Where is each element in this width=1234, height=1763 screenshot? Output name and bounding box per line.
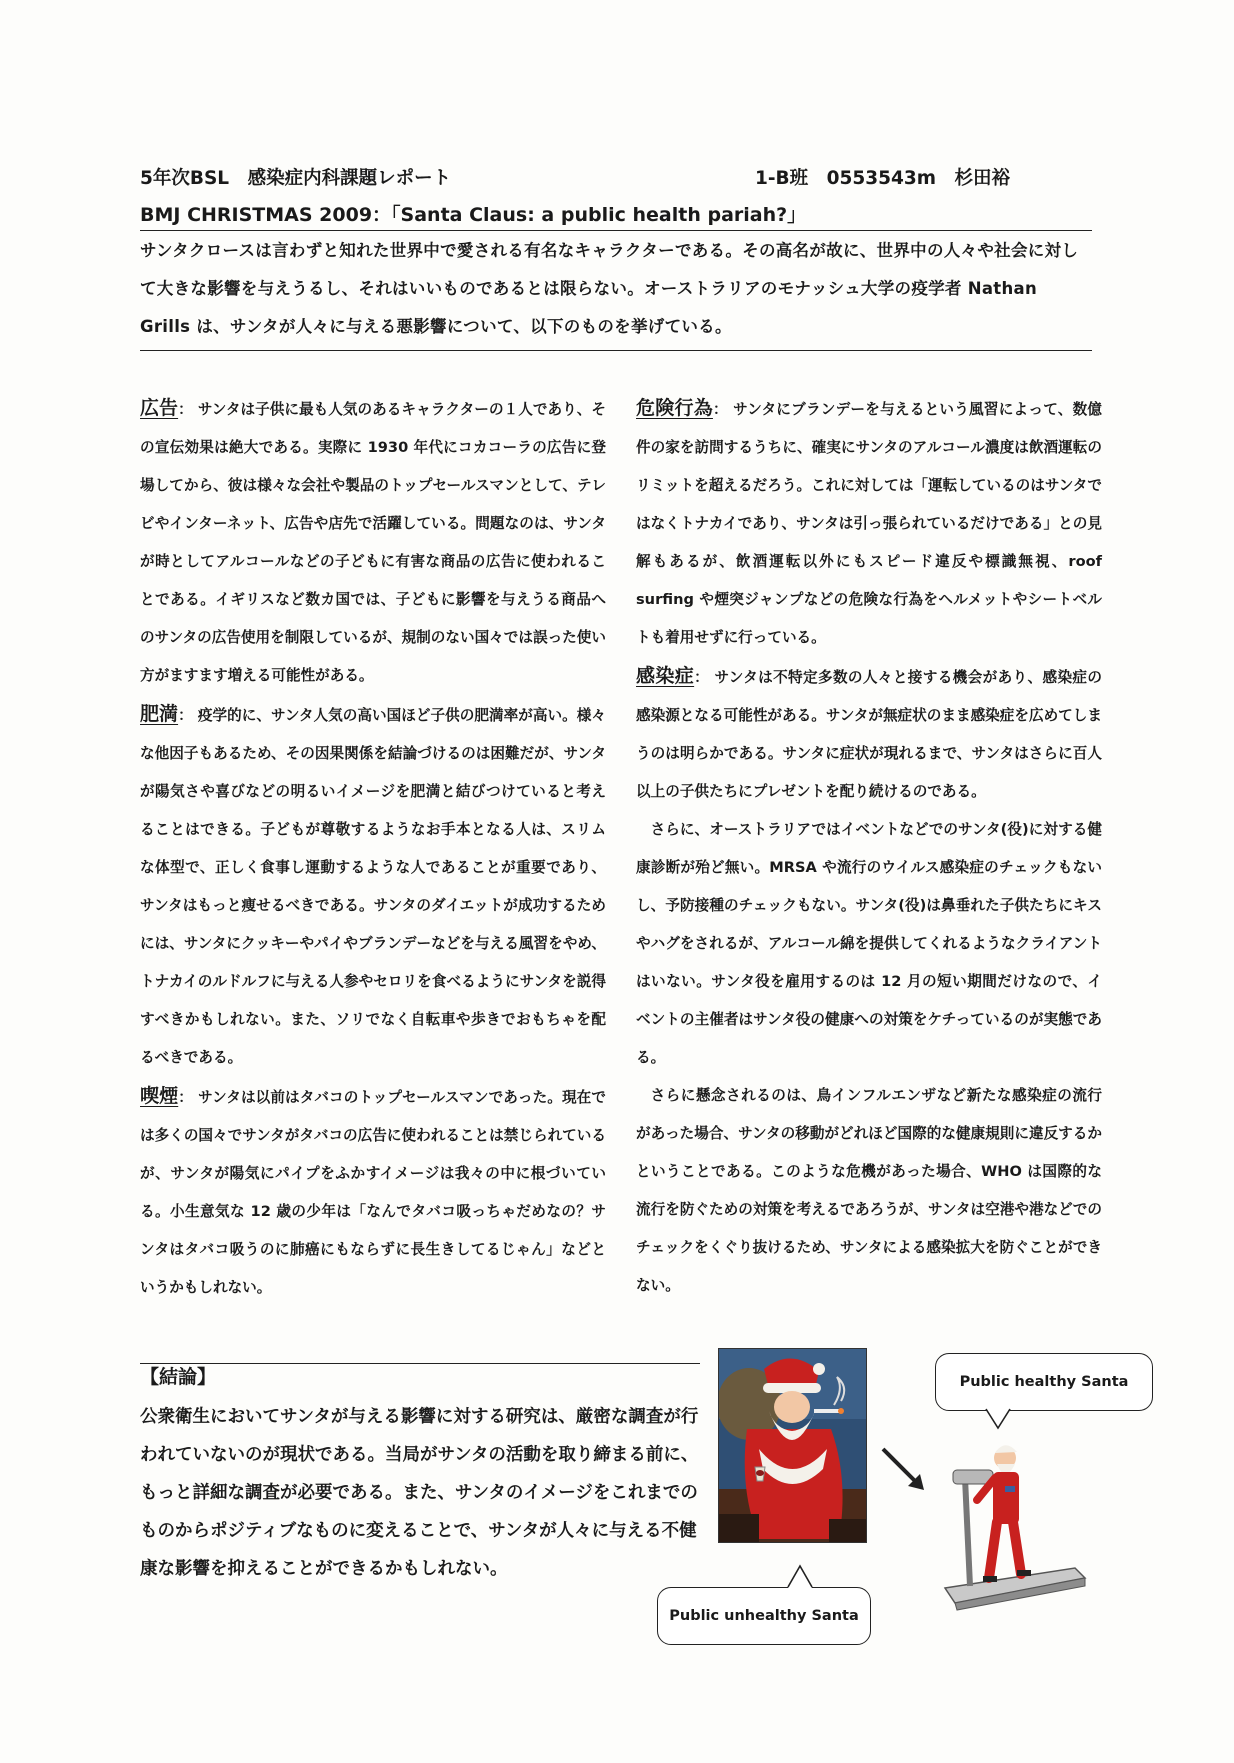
- course-title: 5年次BSL 感染症内科課題レポート: [140, 168, 452, 189]
- section-obesity: 肥満： 疫学的に、サンタ人気の高い国ほど子供の肥満率が高い。様々な他因子もあるため、その因果関係を結論づけるのは困難だが、サンタが陽気さや喜びなどの明るいイメージを肥満と結びつけていると考えることはできる。子どもが尊敬するようなお手本となる人は、スリムな体型で、正しく食事し運動するような人であることが重要であり、サンタはもっと痩せるべきである。サンタのダイエットが成功するためには、サンタにクッキーやパイやブランデーなどを与える風習をやめ、トナカイのルドルフに与える人参やセロリを食べるようにサンタを説得すべきかもしれない。また、ソリでなく自転車や歩きでおもちゃを配るべきである。: [140, 703, 606, 1066]
- obesity-text: 疫学的に、サンタ人気の高い国ほど子供の肥満率が高い。様々な他因子もあるため、その因果関係を結論づけるのは困難だが、サンタが陽気さや喜びなどの明るいイメージを肥満と結びつけていると考えることはできる。子どもが尊敬するようなお手本となる人は、スリムな体型で、正しく食事し運動するような人であることが重要であり、サンタはもっと痩せるべきである。サンタのダイエットが成功するためには、サンタにクッキーやパイやブランデーなどを与える風習をやめ、トナカイのルドルフに与える人参やセロリを食べるようにサンタを説得すべきかもしれない。また、ソリでなく自転車や歩きでおもちゃを配るべきである。: [140, 707, 606, 1066]
- bubble-tail-icon: [986, 1408, 1016, 1428]
- bubble-healthy-label: Public healthy Santa: [959, 1374, 1129, 1390]
- term-infection: 感染症: [636, 665, 695, 687]
- left-column: [140, 389, 606, 1307]
- term-risk: 危険行為: [636, 397, 713, 419]
- intro-paragraph: サンタクロースは言わずと知れた世界中で愛される有名なキャラクターである。その高名が故に、世界中の人々や社会に対して大きな影響を与えうるし、それはいいものであるとは限らない。オーストラリアのモナッシュ大学の疫学者 Nathan Grills は、サンタが人々に与える悪影響について、以下のものを挙げている。: [140, 241, 1079, 336]
- smoking-text: サンタは以前はタバコのトップセールスマンであった。現在では多くの国々でサンタがタバコの広告に使われることは禁じられているが、サンタが陽気にパイプをふかすイメージは我々の中に根づいている。小生意気な 12 歳の少年は「なんでタバコ吸っちゃだめなの？サンタはタバコ吸うのに肺癌にもならずに長生きしてるじゃん」などというかもしれない。: [140, 1089, 606, 1296]
- healthy-santa-treadmill-illustration: [925, 1438, 1100, 1618]
- term-obesity: 肥満: [140, 703, 179, 725]
- section-advertising: 広告： サンタは子供に最も人気のあるキャラクターの１人であり、その宣伝効果は絶大である。実際に 1930 年代にコカコーラの広告に登場してから、彼は様々な会社や製品のトップセールスマンとして、テレビやインターネット、広告や店先で活躍している。問題なのは、サンタが時としてアルコールなどの子どもに有害な商品の広告に使われることである。イギリスなど数カ国では、子どもに影響を与えうる商品へのサンタの広告使用を制限しているが、規制のない国々では誤った使い方がますます増える可能性がある。: [140, 397, 606, 684]
- term-smoking: 喫煙: [140, 1085, 179, 1107]
- section-risk: 危険行為： サンタにブランデーを与えるという風習によって、数億件の家を訪問するうちに、確実にサンタのアルコール濃度は飲酒運転のリミットを超えるだろう。これに対しては「運転しているのはサンタではなくトナカイであり、サンタは引っ張られているだけである」との見解もあるが、飲酒運転以外にもスピード違反や標識無視、roof surfing や煙突ジャンプなどの危険な行為をヘルメットやシートベルトも着用せずに行っている。: [636, 397, 1102, 646]
- speech-bubble-healthy: [935, 1353, 1153, 1411]
- term-advertising: 広告: [140, 397, 179, 419]
- conclusion-heading: 【結論】: [140, 1366, 217, 1388]
- section-infection: 感染症： サンタは不特定多数の人々と接する機会があり、感染症の感染源となる可能性がある。サンタが無症状のまま感染症を広めてしまうのは明らかである。サンタに症状が現れるまで、サンタはさらに百人以上の子供たちにプレゼントを配り続けるのである。: [636, 665, 1102, 800]
- unhealthy-santa-photo: [718, 1348, 867, 1543]
- speech-bubble-unhealthy: [657, 1587, 871, 1645]
- section-smoking: 喫煙： サンタは以前はタバコのトップセールスマンであった。現在では多くの国々でサンタがタバコの広告に使われることは禁じられているが、サンタが陽気にパイプをふかすイメージは我々の中に根づいている。小生意気な 12 歳の少年は「なんでタバコ吸っちゃだめなの？サンタはタバコ吸うのに肺癌にもならずに長生きしてるじゃん」などというかもしれない。: [140, 1085, 606, 1296]
- advertising-text: サンタは子供に最も人気のあるキャラクターの１人であり、その宣伝効果は絶大である。実際に 1930 年代にコカコーラの広告に登場してから、彼は様々な会社や製品のトップセールスマンとして、テレビやインターネット、広告や店先で活躍している。問題なのは、サンタが時としてアルコールなどの子どもに有害な商品の広告に使われることである。イギリスなど数カ国では、子どもに影響を与えうる商品へのサンタの広告使用を制限しているが、規制のない国々では誤った使い方がますます増える可能性がある。: [140, 401, 606, 684]
- student-info: 1-B班 0553543m 杉田裕: [755, 168, 1011, 189]
- intro-rule: [140, 350, 1092, 351]
- title-rule: [140, 230, 1092, 231]
- bubble-unhealthy-label: Public unhealthy Santa: [669, 1608, 859, 1624]
- infection-paragraph-3: さらに懸念されるのは、鳥インフルエンザなど新たな感染症の流行があった場合、サンタの移動がどれほど国際的な健康規則に違反するかということである。このような危機があった場合、WHO は国際的な流行を防ぐための対策を考えるであろうが、サンタは空港や港などでのチェックをくぐり抜けるため、サンタによる感染拡大を防ぐことができない。: [636, 1087, 1102, 1294]
- article-title: BMJ CHRISTMAS 2009：「Santa Claus: a public health pariah?」: [140, 204, 807, 226]
- bubble-tail-icon: [788, 1566, 818, 1588]
- arrow-icon: [880, 1446, 930, 1496]
- risk-text: サンタにブランデーを与えるという風習によって、数億件の家を訪問するうちに、確実にサンタのアルコール濃度は飲酒運転のリミットを超えるだろう。これに対しては「運転しているのはサンタではなくトナカイであり、サンタは引っ張られているだけである」との見解もあるが、飲酒運転以外にもスピード違反や標識無視、roof surfing や煙突ジャンプなどの危険な行為をヘルメットやシートベルトも着用せずに行っている。: [636, 401, 1102, 646]
- infection-paragraph-2: さらに、オーストラリアではイベントなどでのサンタ(役)に対する健康診断が殆ど無い。MRSA や流行のウイルス感染症のチェックもないし、予防接種のチェックもない。サンタ(役)は鼻垂れた子供たちにキスやハグをされるが、アルコール綿を提供してくれるようなクライアントはいない。サンタ役を雇用するのは 12 月の短い期間だけなので、イベントの主催者はサンタ役の健康への対策をケチっているのが実態である。: [636, 821, 1102, 1066]
- infection-text: サンタは不特定多数の人々と接する機会があり、感染症の感染源となる可能性がある。サンタが無症状のまま感染症を広めてしまうのは明らかである。サンタに症状が現れるまで、サンタはさらに百人以上の子供たちにプレゼントを配り続けるのである。: [636, 669, 1102, 800]
- conclusion-text: 公衆衛生においてサンタが与える影響に対する研究は、厳密な調査が行われていないのが現状である。当局がサンタの活動を取り締まる前に、もっと詳細な調査が必要である。また、サンタのイメージをこれまでのものからポジティブなものに変えることで、サンタが人々に与える不健康な影響を抑えることができるかもしれない。: [140, 1407, 699, 1579]
- right-column: [636, 389, 1102, 1305]
- conclusion-rule: [140, 1363, 700, 1364]
